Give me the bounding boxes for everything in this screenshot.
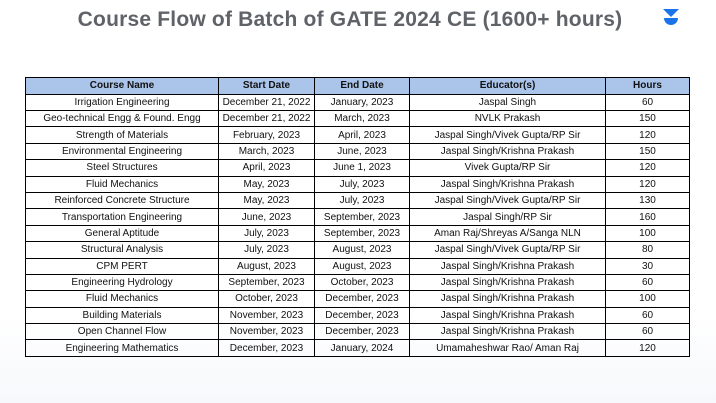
educators-cell: Jaspal Singh/Krishna Prakash <box>410 274 606 290</box>
end-date-cell: September, 2023 <box>315 225 410 241</box>
course-name-cell: Transportation Engineering <box>26 209 219 225</box>
course-name-cell: Strength of Materials <box>26 127 219 143</box>
table-row <box>26 110 690 126</box>
start-date-cell: December 21, 2022 <box>219 94 315 110</box>
table-row <box>26 291 690 307</box>
start-date-cell: May, 2023 <box>219 192 315 208</box>
end-date-cell: December, 2023 <box>315 291 410 307</box>
educators-cell: Umamaheshwar Rao/ Aman Raj <box>410 340 606 356</box>
hours-cell: 120 <box>606 160 690 176</box>
end-date-cell: August, 2023 <box>315 258 410 274</box>
start-date-cell: September, 2023 <box>219 274 315 290</box>
end-date-cell: April, 2023 <box>315 127 410 143</box>
educators-cell: Jaspal Singh/Vivek Gupta/RP Sir <box>410 242 606 258</box>
start-date-cell: April, 2023 <box>219 160 315 176</box>
start-date-cell: August, 2023 <box>219 258 315 274</box>
table-header-row <box>26 78 690 95</box>
hours-cell: 160 <box>606 209 690 225</box>
start-date-cell: May, 2023 <box>219 176 315 192</box>
hours-cell: 120 <box>606 176 690 192</box>
table-row <box>26 324 690 340</box>
educators-cell: Jaspal Singh/Vivek Gupta/RP Sir <box>410 127 606 143</box>
course-name-cell: Engineering Hydrology <box>26 274 219 290</box>
course-name-cell: Environmental Engineering <box>26 143 219 159</box>
end-date-cell: July, 2023 <box>315 176 410 192</box>
course-name-cell: Fluid Mechanics <box>26 291 219 307</box>
hours-cell: 150 <box>606 110 690 126</box>
course-name-cell: CPM PERT <box>26 258 219 274</box>
hours-cell: 120 <box>606 127 690 143</box>
header-end-date: End Date <box>315 78 410 95</box>
end-date-cell: December, 2023 <box>315 324 410 340</box>
educators-cell: Jaspal Singh/Krishna Prakash <box>410 291 606 307</box>
course-name-cell: General Aptitude <box>26 225 219 241</box>
table-row <box>26 242 690 258</box>
table-row <box>26 192 690 208</box>
course-name-cell: Structural Analysis <box>26 242 219 258</box>
start-date-cell: November, 2023 <box>219 307 315 323</box>
educators-cell: Jaspal Singh/Krishna Prakash <box>410 143 606 159</box>
table-row <box>26 340 690 356</box>
course-name-cell: Irrigation Engineering <box>26 94 219 110</box>
hours-cell: 60 <box>606 94 690 110</box>
end-date-cell: January, 2024 <box>315 340 410 356</box>
end-date-cell: October, 2023 <box>315 274 410 290</box>
page-title: Course Flow of Batch of GATE 2024 CE (1600+ hours) <box>77 8 623 31</box>
end-date-cell: September, 2023 <box>315 209 410 225</box>
table-row <box>26 143 690 159</box>
hours-cell: 120 <box>606 340 690 356</box>
hours-cell: 130 <box>606 192 690 208</box>
table-row <box>26 307 690 323</box>
header-course-name: Course Name <box>26 78 219 95</box>
start-date-cell: December 21, 2022 <box>219 110 315 126</box>
header-educators: Educator(s) <box>410 78 606 95</box>
educators-cell: Jaspal Singh/Krishna Prakash <box>410 176 606 192</box>
end-date-cell: June, 2023 <box>315 143 410 159</box>
hours-cell: 80 <box>606 242 690 258</box>
hours-cell: 60 <box>606 324 690 340</box>
end-date-cell: June 1, 2023 <box>315 160 410 176</box>
hours-cell: 150 <box>606 143 690 159</box>
educators-cell: Jaspal Singh/Krishna Prakash <box>410 324 606 340</box>
course-name-cell: Reinforced Concrete Structure <box>26 192 219 208</box>
educators-cell: Jaspal Singh/Vivek Gupta/RP Sir <box>410 192 606 208</box>
hours-cell: 60 <box>606 307 690 323</box>
hours-cell: 100 <box>606 291 690 307</box>
educators-cell: NVLK Prakash <box>410 110 606 126</box>
table-row <box>26 209 690 225</box>
end-date-cell: August, 2023 <box>315 242 410 258</box>
end-date-cell: July, 2023 <box>315 192 410 208</box>
table-row <box>26 225 690 241</box>
start-date-cell: November, 2023 <box>219 324 315 340</box>
table-row <box>26 258 690 274</box>
header-hours: Hours <box>606 78 690 95</box>
course-name-cell: Building Materials <box>26 307 219 323</box>
course-name-cell: Engineering Mathematics <box>26 340 219 356</box>
start-date-cell: December, 2023 <box>219 340 315 356</box>
educators-cell: Jaspal Singh <box>410 94 606 110</box>
table-row <box>26 274 690 290</box>
course-name-cell: Fluid Mechanics <box>26 176 219 192</box>
table-row <box>26 176 690 192</box>
hours-cell: 30 <box>606 258 690 274</box>
start-date-cell: July, 2023 <box>219 242 315 258</box>
course-name-cell: Steel Structures <box>26 160 219 176</box>
educators-cell: Vivek Gupta/RP Sir <box>410 160 606 176</box>
end-date-cell: December, 2023 <box>315 307 410 323</box>
start-date-cell: March, 2023 <box>219 143 315 159</box>
end-date-cell: March, 2023 <box>315 110 410 126</box>
educators-cell: Jaspal Singh/Krishna Prakash <box>410 307 606 323</box>
table-row <box>26 127 690 143</box>
educators-cell: Aman Raj/Shreyas A/Sanga NLN <box>410 225 606 241</box>
course-flow-table-wrap <box>25 77 689 357</box>
start-date-cell: October, 2023 <box>219 291 315 307</box>
table-row <box>26 160 690 176</box>
educators-cell: Jaspal Singh/Krishna Prakash <box>410 258 606 274</box>
unacademy-logo-icon <box>662 8 680 26</box>
course-name-cell: Open Channel Flow <box>26 324 219 340</box>
end-date-cell: January, 2023 <box>315 94 410 110</box>
header-start-date: Start Date <box>219 78 315 95</box>
course-name-cell: Geo-technical Engg & Found. Engg <box>26 110 219 126</box>
educators-cell: Jaspal Singh/RP Sir <box>410 209 606 225</box>
start-date-cell: July, 2023 <box>219 225 315 241</box>
table-row <box>26 94 690 110</box>
start-date-cell: February, 2023 <box>219 127 315 143</box>
course-flow-table <box>25 77 690 357</box>
start-date-cell: June, 2023 <box>219 209 315 225</box>
hours-cell: 100 <box>606 225 690 241</box>
hours-cell: 60 <box>606 274 690 290</box>
table-body <box>26 94 690 356</box>
